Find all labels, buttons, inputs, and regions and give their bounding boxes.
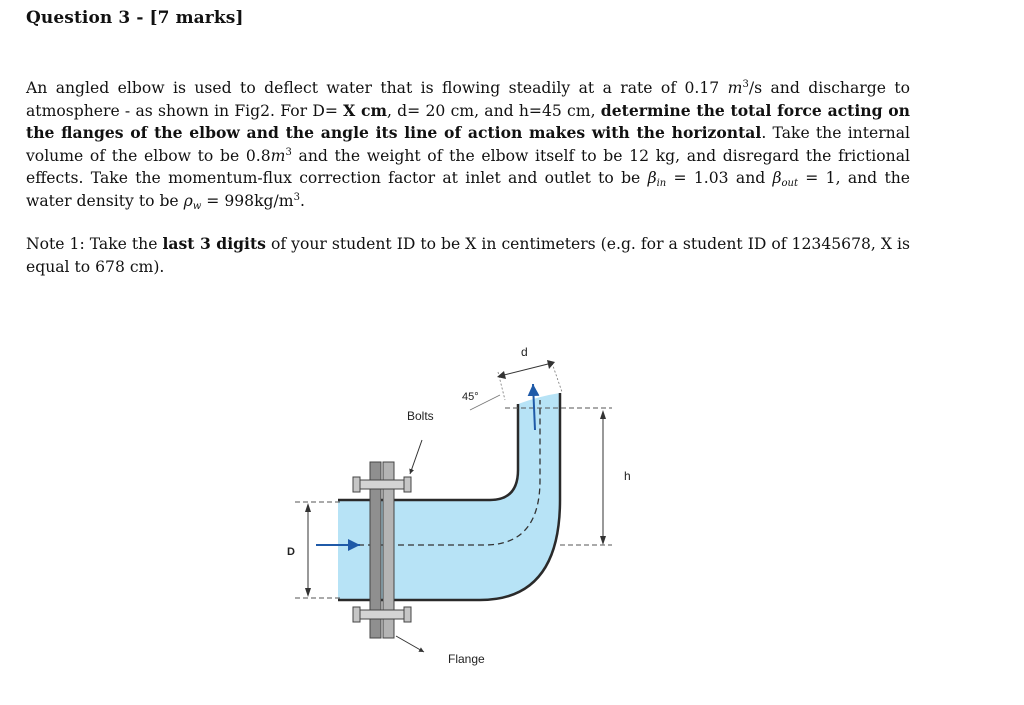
- rho-symbol: ρ: [183, 191, 193, 210]
- task-bold: determine the total force acting on the flanges of the elbow and the angle its line of action makes with the horizontal: [26, 100, 910, 143]
- note-s1: Note 1: Take the: [26, 235, 163, 253]
- rho-value: = 998kg/m: [201, 191, 294, 210]
- note-s2: of your student ID to be X in centimeters (e.g. for a student ID of 12345678, X is equal to 678 cm).: [26, 235, 911, 276]
- vol-exp: 3: [285, 146, 292, 158]
- x-cm: X cm: [343, 100, 387, 120]
- question-heading: Question 3 - [7 marks]: [26, 8, 244, 28]
- flow-unit-exp: 3: [742, 79, 749, 90]
- rho-sub: w: [192, 200, 202, 212]
- flow-unit-s: /s: [748, 79, 763, 97]
- rho-exp: 3: [293, 191, 300, 203]
- beta-out-sub: out: [781, 178, 799, 190]
- vol-unit: m: [270, 146, 286, 165]
- beta-in-sub: in: [656, 178, 667, 190]
- text-s4: . Take the internal volume of the elbow to be 0.8: [26, 124, 910, 165]
- beta-out-symbol: β: [772, 169, 782, 188]
- label-D: D: [287, 546, 295, 558]
- bolt-bottom: [356, 610, 408, 619]
- text-end: .: [299, 191, 305, 210]
- label-h: h: [624, 469, 631, 483]
- bolt-top: [356, 480, 408, 489]
- d-dimension: [500, 363, 552, 376]
- label-angle: 45°: [462, 391, 479, 403]
- label-flange: Flange: [448, 652, 485, 666]
- beta-out-value: = 1, and the water density to be: [26, 169, 910, 210]
- label-d: d: [521, 345, 528, 359]
- note-bold: last 3 digits: [162, 234, 266, 253]
- bolts-leader: [410, 440, 422, 474]
- flange-leader: [396, 636, 424, 652]
- text-s5: and the weight of the elbow itself to be 12 kg, and disregard the frictional effects. Take the momentum-flux correction factor at inlet and outlet to be: [26, 146, 910, 188]
- label-bolts: Bolts: [407, 409, 434, 423]
- text-s3: , d= 20 cm, and h=45 cm,: [386, 101, 601, 120]
- text-s1: An angled elbow is used to deflect water that is flowing steadily at a rate of 0.17: [26, 79, 728, 97]
- beta-in-value: = 1.03 and: [666, 169, 773, 188]
- flow-unit-m: m: [727, 79, 743, 97]
- beta-in-symbol: β: [647, 169, 657, 188]
- text-s2: and discharge to atmosphere - as shown in Fig2. For D=: [26, 79, 910, 120]
